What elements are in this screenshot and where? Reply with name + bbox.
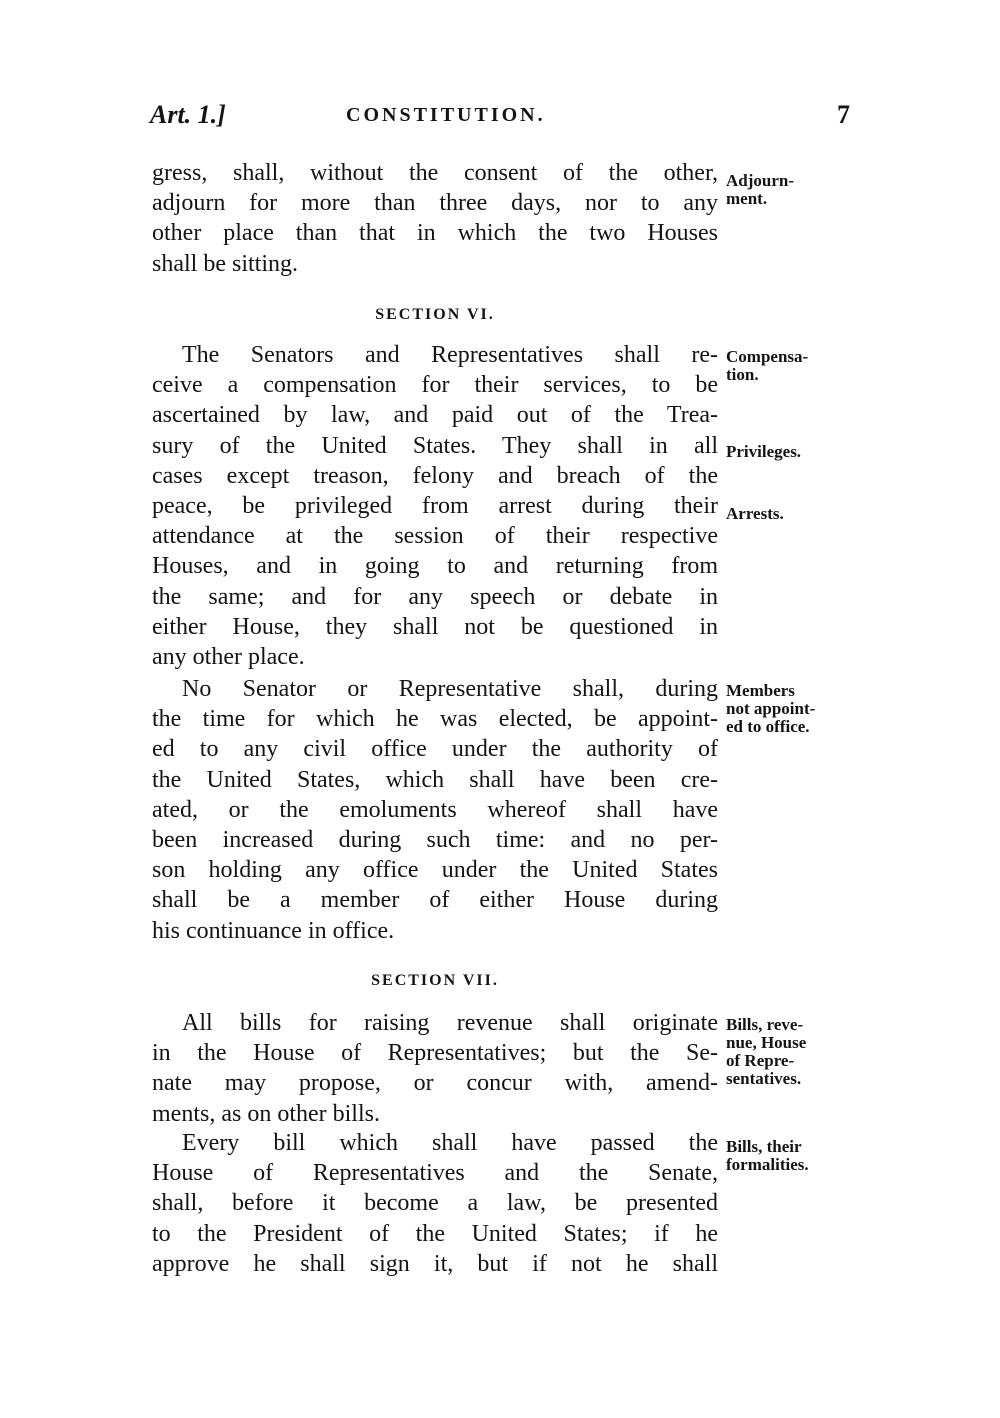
text-line: the United States, which shall have been cre- [152, 766, 718, 793]
section-heading-vii: SECTION VII. [371, 972, 499, 989]
margin-note-arrests: Arrests. [726, 504, 784, 523]
text-line: the same; and for any speech or debate in [152, 583, 718, 610]
text-line: in the House of Representatives; but the Se- [152, 1040, 718, 1067]
text-line: ated, or the emoluments whereof shall have [152, 796, 718, 823]
text-line: ments, as on other bills. [152, 1100, 380, 1127]
text-line: his continuance in office. [152, 917, 395, 944]
section-heading-vi: SECTION VI. [375, 306, 495, 323]
text-line: Houses, and in going to and returning from [152, 553, 718, 580]
text-line: attendance at the session of their respective [152, 523, 718, 550]
running-header [150, 96, 850, 136]
text-line: approve he shall sign it, but if not he shall [152, 1250, 718, 1277]
text-line: cases except treason, felony and breach of the [152, 462, 718, 489]
text-line: shall, before it become a law, be presented [152, 1190, 718, 1217]
text-line: son holding any office under the United States [152, 857, 718, 884]
text-line: Every bill which shall have passed the [182, 1130, 718, 1156]
text-line: The Senators and Representatives shall re- [182, 342, 718, 368]
section-vii-paragraph-2 [152, 1128, 718, 1279]
text-line: ceive a compensation for their services, to be [152, 372, 718, 399]
text-line: either House, they shall not be questioned in [152, 613, 718, 640]
page-number: 7 [837, 100, 850, 129]
margin-note-bills-revenue: Bills, reve- nue, House of Repre- sentatives. [726, 1015, 807, 1088]
text-line: sury of the United States. They shall in all [152, 432, 718, 459]
text-line: ascertained by law, and paid out of the Trea- [152, 402, 718, 429]
text-line: shall be sitting. [152, 250, 298, 277]
margin-note-adjournment: Adjourn- ment. [726, 171, 795, 208]
text-line: shall be a member of either House during [152, 887, 718, 914]
text-line: adjourn for more than three days, nor to any [152, 190, 718, 217]
text-line: other place than that in which the two Houses [152, 220, 718, 247]
section-vi-paragraph-1 [152, 340, 718, 672]
text-line: ed to any civil office under the authority of [152, 736, 718, 763]
text-line: gress, shall, without the consent of the other, [152, 160, 718, 186]
text-line: any other place. [152, 643, 305, 670]
text-line: House of Representatives and the Senate, [152, 1160, 718, 1187]
margin-note-compensation: Compensa- tion. [726, 347, 809, 384]
text-line: nate may propose, or concur with, amend- [152, 1070, 718, 1097]
section-vii-paragraph-1 [152, 1008, 718, 1129]
running-title: CONSTITUTION. [346, 104, 546, 126]
text-line: been increased during such time: and no per- [152, 826, 718, 853]
continuation-paragraph [152, 158, 718, 279]
text-line: All bills for raising revenue shall originate [182, 1010, 718, 1036]
text-line: peace, be privileged from arrest during their [152, 492, 718, 519]
text-line: the time for which he was elected, be appoint- [152, 706, 718, 733]
margin-note-members: Members not appoint- ed to office. [726, 681, 816, 736]
article-reference: Art. 1.] [150, 100, 226, 129]
section-vi-paragraph-2 [152, 674, 718, 946]
margin-note-bills-formalities: Bills, their formalities. [726, 1137, 809, 1174]
text-line: to the President of the United States; if he [152, 1220, 718, 1247]
text-line: No Senator or Representative shall, during [182, 676, 718, 702]
margin-note-privileges: Privileges. [726, 442, 802, 461]
